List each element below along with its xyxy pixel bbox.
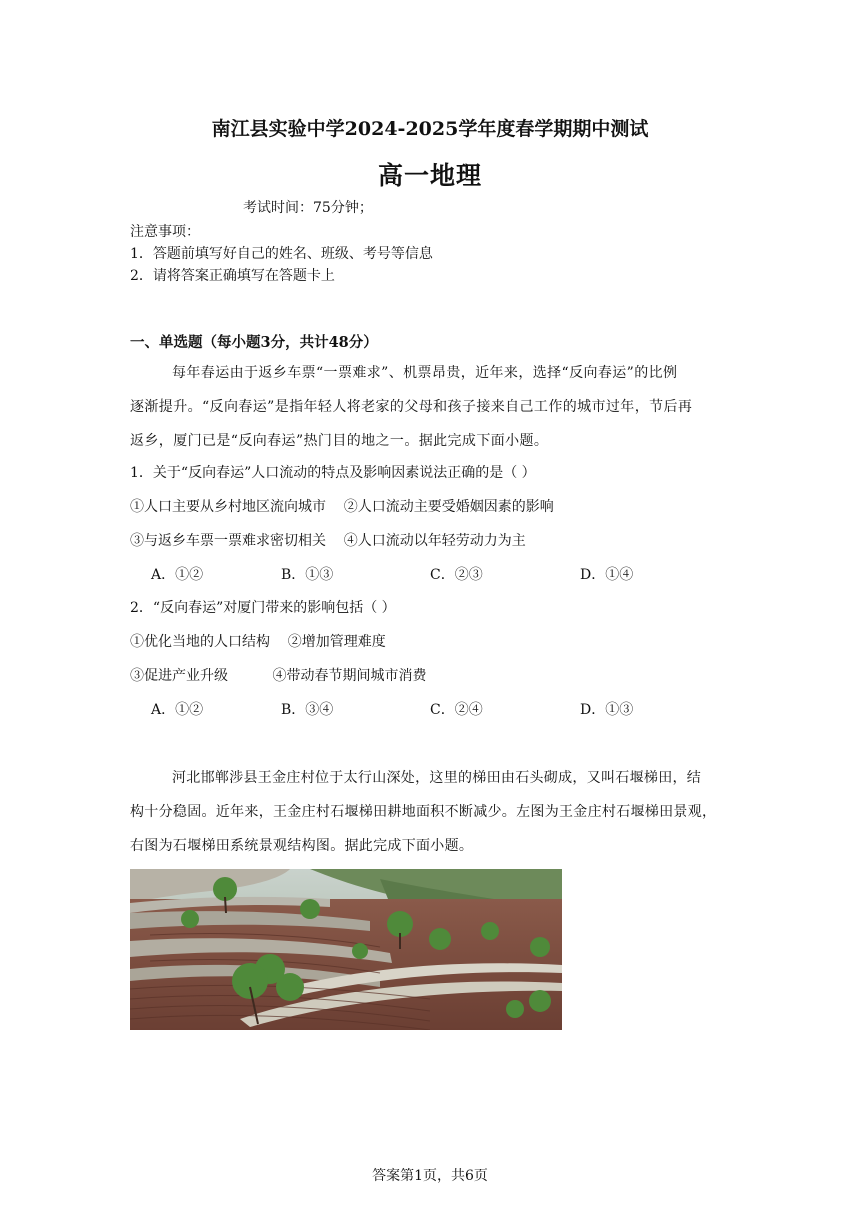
question-1-stem: 1．关于“反向春运”人口流动的特点及影响因素说法正确的是（ ）: [130, 465, 536, 481]
terrace-landscape-photo: [130, 869, 562, 1030]
question-2-option-c[interactable]: C．②④: [430, 702, 483, 718]
question-2-option-a[interactable]: A．①②: [151, 702, 204, 718]
question-1-option-a[interactable]: A．①②: [151, 567, 204, 583]
notes-item: 2．请将答案正确填写在答题卡上: [130, 268, 335, 284]
passage1-line: 逐渐提升。“反向春运”是指年轻人将老家的父母和孩子接来自己工作的城市过年，节后再: [130, 399, 693, 415]
page-footer: 答案第1页，共6页: [372, 1168, 488, 1184]
passage1-line: 返乡，厦门已是“反向春运”热门目的地之一。据此完成下面小题。: [130, 433, 549, 449]
passage1-line: 每年春运由于返乡车票“一票难求”、机票昂贵，近年来，选择“反向春运”的比例: [172, 365, 678, 381]
question-1-statement: ③与返乡车票一票难求密切相关 ④人口流动以年轻劳动力为主: [130, 533, 526, 549]
question-2-statement: ③促进产业升级 ④带动春节期间城市消费: [130, 668, 427, 684]
subject-title: 高一地理: [377, 161, 482, 190]
exam-title: 南江县实验中学2024-2025学年度春学期期中测试: [211, 118, 649, 140]
passage2-line: 构十分稳固。近年来，王金庄村石堰梯田耕地面积不断减少。左图为王金庄村石堰梯田景观，: [130, 804, 717, 820]
question-1-option-d[interactable]: D．①④: [580, 567, 634, 583]
notes-item: 1．答题前填写好自己的姓名、班级、考号等信息: [130, 246, 433, 262]
passage2-line: 右图为石堰梯田系统景观结构图。据此完成下面小题。: [130, 838, 474, 854]
notes-heading: 注意事项：: [130, 224, 200, 240]
question-2-option-d[interactable]: D．①③: [580, 702, 634, 718]
question-1-option-c[interactable]: C．②③: [430, 567, 483, 583]
exam-time: 考试时间：75分钟；: [243, 200, 373, 216]
passage2-line: 河北邯郸涉县王金庄村位于太行山深处，这里的梯田由石头砌成，又叫石堰梯田，结: [172, 770, 702, 786]
question-1-statement: ①人口主要从乡村地区流向城市 ②人口流动主要受婚姻因素的影响: [130, 499, 554, 515]
question-2-stem: 2．“反向春运”对厦门带来的影响包括（ ）: [130, 600, 396, 616]
section-heading: 一、单选题（每小题3分，共计48分）: [130, 334, 378, 351]
question-2-statement: ①优化当地的人口结构 ②增加管理难度: [130, 634, 386, 650]
question-2-option-b[interactable]: B．③④: [281, 702, 334, 718]
question-1-option-b[interactable]: B．①③: [281, 567, 334, 583]
